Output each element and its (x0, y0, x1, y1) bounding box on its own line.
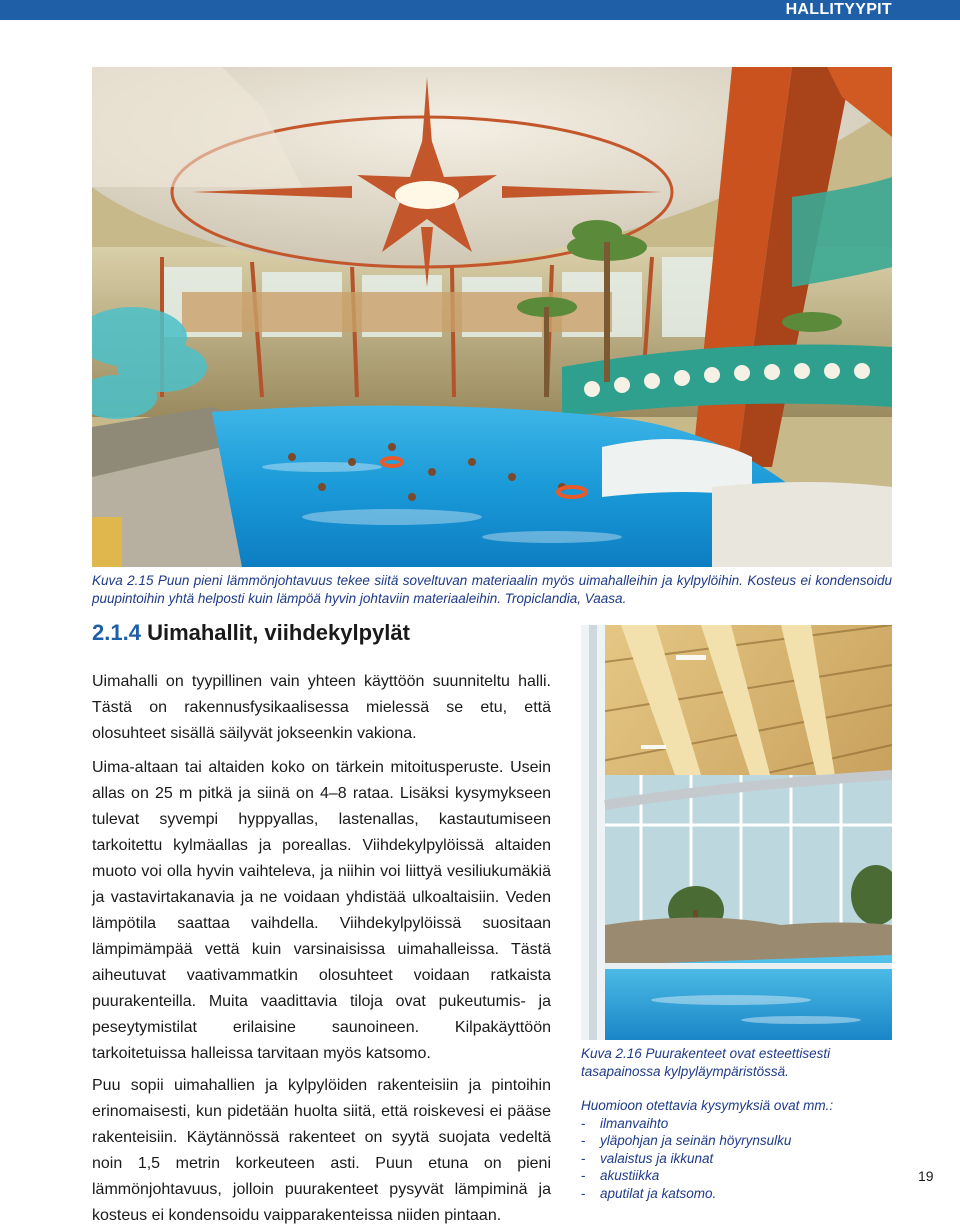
notes-box (581, 1097, 892, 1202)
list-item-text: ilmanvaihto (600, 1115, 669, 1131)
paragraph-text: Uimahalli on tyypillinen vain yhteen käyttöön suunniteltu halli. Tästä on rakennusfysikaalisessa mielessä se etu, että olosuhteet sisällä säilyvät jokseenkin vakiona. (92, 673, 551, 742)
figure-caption-main: Kuva 2.15 Puun pieni lämmönjohtavuus tekee siitä soveltuvan materiaalin myös uimahalleihin ja kylpylöihin. Kosteus ei kondensoidu puupintoihin yhtä helposti kuin lämpöä hyvin johtaviin materiaaleihin. Tropiclandia, Vaasa. (92, 573, 892, 606)
notes-list (581, 1115, 892, 1203)
figure-caption-side: Kuva 2.16 Puurakenteet ovat esteettisesti tasapainossa kylpyläympäristössä. (581, 1046, 831, 1079)
list-item-text: akustiikka (600, 1168, 660, 1183)
paragraph-2 (92, 755, 551, 1067)
list-item-text: aputilat ja katsomo. (600, 1185, 717, 1201)
wooden-roof-pool-photo (581, 625, 892, 1040)
list-dash: - (581, 1168, 586, 1183)
section-heading (92, 620, 410, 646)
list-dash: - (581, 1133, 586, 1148)
section-label: HALLITYYPIT (785, 1, 892, 18)
section-number: 2.1.4 (92, 620, 141, 645)
list-item (581, 1185, 892, 1203)
paragraph-text: Puu sopii uimahallien ja kylpylöiden rakenteisiin ja pintoihin erinomaisesti, kun pidetään huolta siitä, että roiskevesi ei pääse rakenteisiin. Käytännössä rakenteet on syytä suojata vedeltä noin 1,5 metrin korkeuteen asti. Puun etuna on pieni lämmönjohtavuus, jolloin puurakenteet pysyvät lämpiminä ja kosteus ei kondensoidu vaipparakenteissa niiden pintaan. (92, 1077, 551, 1224)
list-dash: - (581, 1150, 586, 1166)
notes-intro: Huomioon otettavia kysymyksiä ovat mm.: (581, 1098, 834, 1113)
list-item (581, 1115, 892, 1133)
water-park-photo (92, 67, 892, 567)
section-title: Uimahallit, viihdekylpylät (147, 620, 410, 645)
paragraph-3 (92, 1073, 551, 1229)
list-item (581, 1167, 892, 1185)
paragraph-1 (92, 669, 551, 747)
page-number: 19 (918, 1168, 934, 1184)
list-dash: - (581, 1115, 586, 1131)
list-item (581, 1132, 892, 1150)
list-item (581, 1150, 892, 1168)
list-item-text: yläpohjan ja seinän höyrynsulku (600, 1133, 792, 1148)
list-dash: - (581, 1185, 586, 1201)
paragraph-text: Uima-altaan tai altaiden koko on tärkein mitoitusperuste. Usein allas on 25 m pitkä ja siinä on 4–8 rataa. Lisäksi kysymykseen tulevat syvempi hyppyallas, lastenallas, kastautumiseen tarkoitettu kylmäallas ja poreallas. Viihdekylpylöissä altaiden muoto voi olla hyvin vaihteleva, ja niihin voi liittyä vesiliukumäkiä ja vastavirtakanavia ja ne voidaan yhdistää ulkoaltaisiin. Veden lämpötila saattaa vaihdella. Viihdekylpylöissä suositaan lämpimämpää vettä kuin varsinaisissa uimahalleissa. Tästä aiheutuvat vaativammatkin olosuhteet voidaan ratkaista puurakenteilla. Muita vaadittavia tiloja ovat pukeutumis- ja peseytymistilat erilaisine saunoineen. Kilpakäyttöön tarkoitetuissa halleissa tarvitaan myös katsomo. (92, 759, 551, 1062)
list-item-text: valaistus ja ikkunat (600, 1150, 714, 1166)
